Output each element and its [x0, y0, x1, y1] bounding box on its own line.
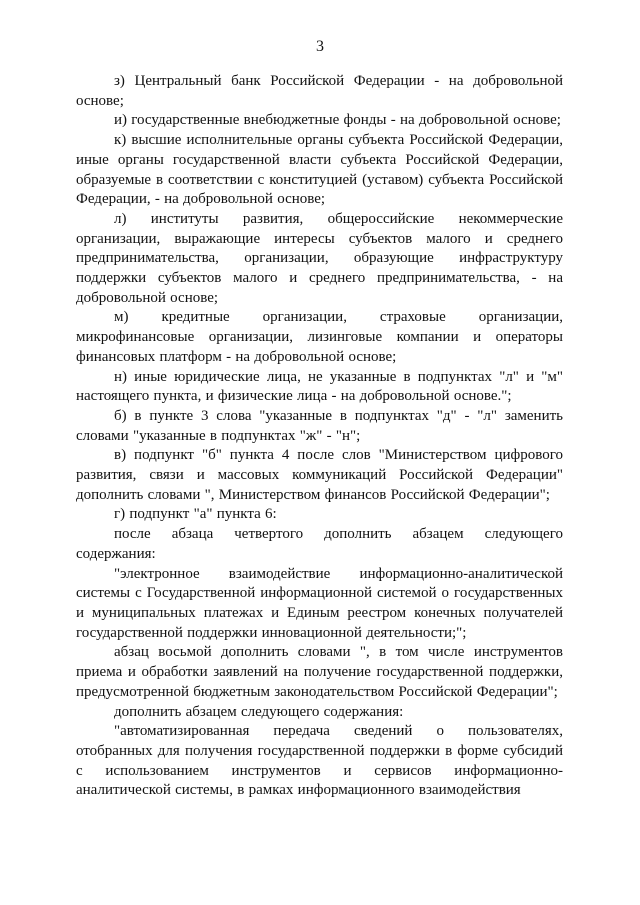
paragraph-g: г) подпункт "а" пункта 6:: [114, 506, 277, 523]
page-number: 3: [316, 38, 324, 55]
paragraph-z: з) Центральный банк Российской Федерации - на добровольной основе;: [76, 73, 563, 109]
paragraph-l: л) институты развития, общероссийские некоммерческие организации, выражающие интересы субъектов малого и среднего предпринимательства, организации, образующие инфраструктуру поддержки субъектов малого и среднего предпринимательства, - на добровольной основе;: [76, 210, 563, 306]
paragraph-append-intro: дополнить абзацем следующего содержания:: [114, 703, 404, 720]
paragraph-k: к) высшие исполнительные органы субъекта Российской Федерации, иные органы государственной власти субъекта Российской Федерации, образуемые в соответствии с конституцией (уставом) субъекта Российской Федерации, - на добровольной основе;: [76, 132, 563, 208]
paragraph-quote-electronic: "электронное взаимодействие информационно-аналитической системы с Государственной информационной системой о государственных и муниципальных платежах и Единым реестром конечных получателей государственной поддержки инновационной деятельности;";: [76, 565, 563, 641]
document-body: [76, 72, 563, 801]
paragraph-m: м) кредитные организации, страховые организации, микрофинансовые организации, лизинговые компании и операторы финансовых платформ - на добровольной основе;: [76, 309, 563, 365]
paragraph-insert-intro: после абзаца четвертого дополнить абзацем следующего содержания:: [76, 526, 563, 562]
paragraph-b: б) в пункте 3 слова "указанные в подпунктах "д" - "л" заменить словами "указанные в подпунктах "ж" - "н";: [76, 407, 563, 444]
paragraph-quote-automated: "автоматизированная передача сведений о пользователях, отобранных для получения государственной поддержки в форме субсидий с использованием инструментов и сервисов информационно-аналитической системы, в рамках информационного взаимодействия: [76, 723, 563, 799]
paragraph-n: н) иные юридические лица, не указанные в подпунктах "л" и "м" настоящего пункта, и физические лица - на добровольной основе.";: [76, 368, 563, 405]
paragraph-v: в) подпункт "б" пункта 4 после слов "Министерством цифрового развития, связи и массовых коммуникаций Российской Федерации" дополнить словами ", Министерством финансов Российской Федерации";: [76, 447, 563, 503]
paragraph-eighth-abzac: абзац восьмой дополнить словами ", в том числе инструментов приема и обработки заявлений на получение государственной поддержки, предусмотренной бюджетным законодательством Российской Федерации";: [76, 644, 563, 700]
paragraph-i: и) государственные внебюджетные фонды - на добровольной основе;: [114, 112, 561, 129]
